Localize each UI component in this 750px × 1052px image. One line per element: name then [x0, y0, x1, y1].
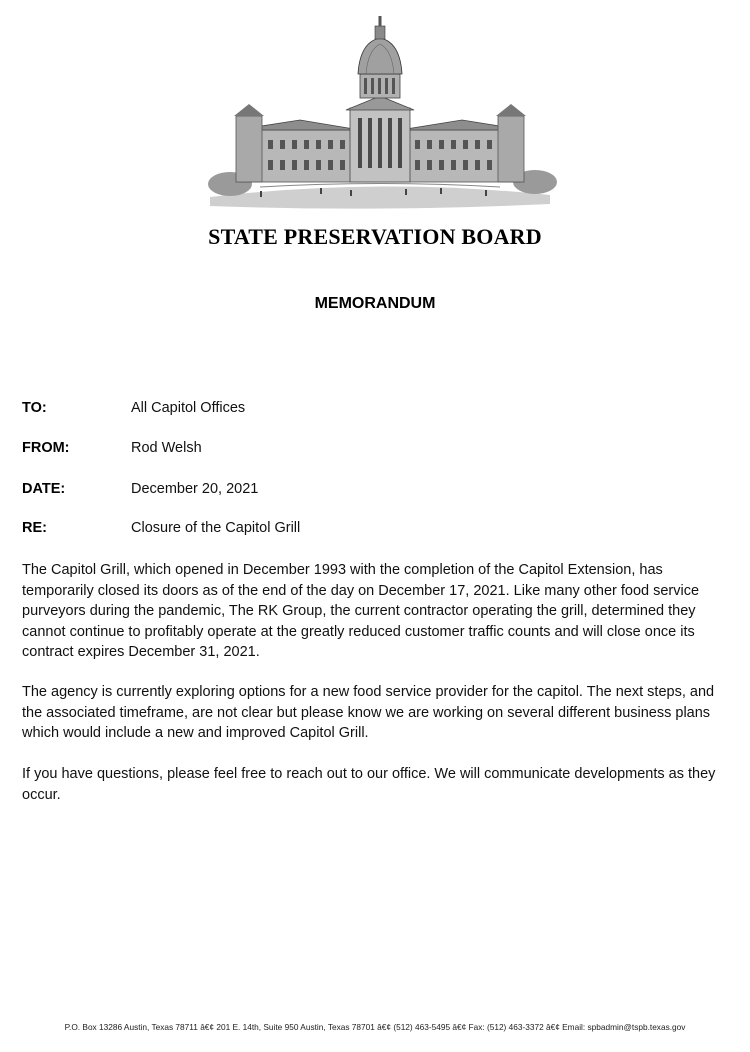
- footer-address: P.O. Box 13286 Austin, Texas 78711 â€¢ 201 E. 14th, Suite 950 Austin, Texas 78701 â€¢ (512) 463-5495 â€¢ Fax: (512) 463-3372 â€¢ Email: spbadmin@tspb.texas.gov: [64, 1022, 686, 1032]
- body-paragraph-2: The agency is currently exploring options for a new food service provider for the capitol. The next steps, and the associated timeframe, are not clear but please know we are working on several different business plans which would include a new and improved Capitol Grill.: [22, 684, 715, 742]
- body-paragraph-3: If you have questions, please feel free to reach out to our office. We will communicate developments as they occur.: [22, 766, 716, 803]
- re-label: RE:: [22, 520, 47, 536]
- from-field: [22, 440, 722, 462]
- organization-name: STATE PRESERVATION BOARD: [208, 224, 542, 249]
- date-field: [22, 481, 722, 503]
- memo-heading: MEMORANDUM: [314, 295, 436, 312]
- re-field: [22, 520, 722, 542]
- re-value: Closure of the Capitol Grill: [131, 520, 301, 536]
- date-value: December 20, 2021: [131, 481, 259, 497]
- to-label: TO:: [22, 400, 47, 416]
- body-paragraph-1: The Capitol Grill, which opened in December 1993 with the completion of the Capitol Extension, has temporarily closed its doors as of the end of the day on December 17, 2021. Like many other food service purveyors during the pandemic, The RK Group, the current contractor operating the grill, determined they cannot continue to profitably operate at the greatly reduced customer traffic counts and will close once its contract expires December 31, 2021.: [22, 562, 700, 661]
- capitol-building-illustration: [200, 12, 560, 217]
- from-label: FROM:: [22, 440, 70, 456]
- to-field: [22, 400, 722, 422]
- date-label: DATE:: [22, 481, 66, 497]
- to-value: All Capitol Offices: [131, 400, 246, 416]
- from-value: Rod Welsh: [131, 440, 202, 456]
